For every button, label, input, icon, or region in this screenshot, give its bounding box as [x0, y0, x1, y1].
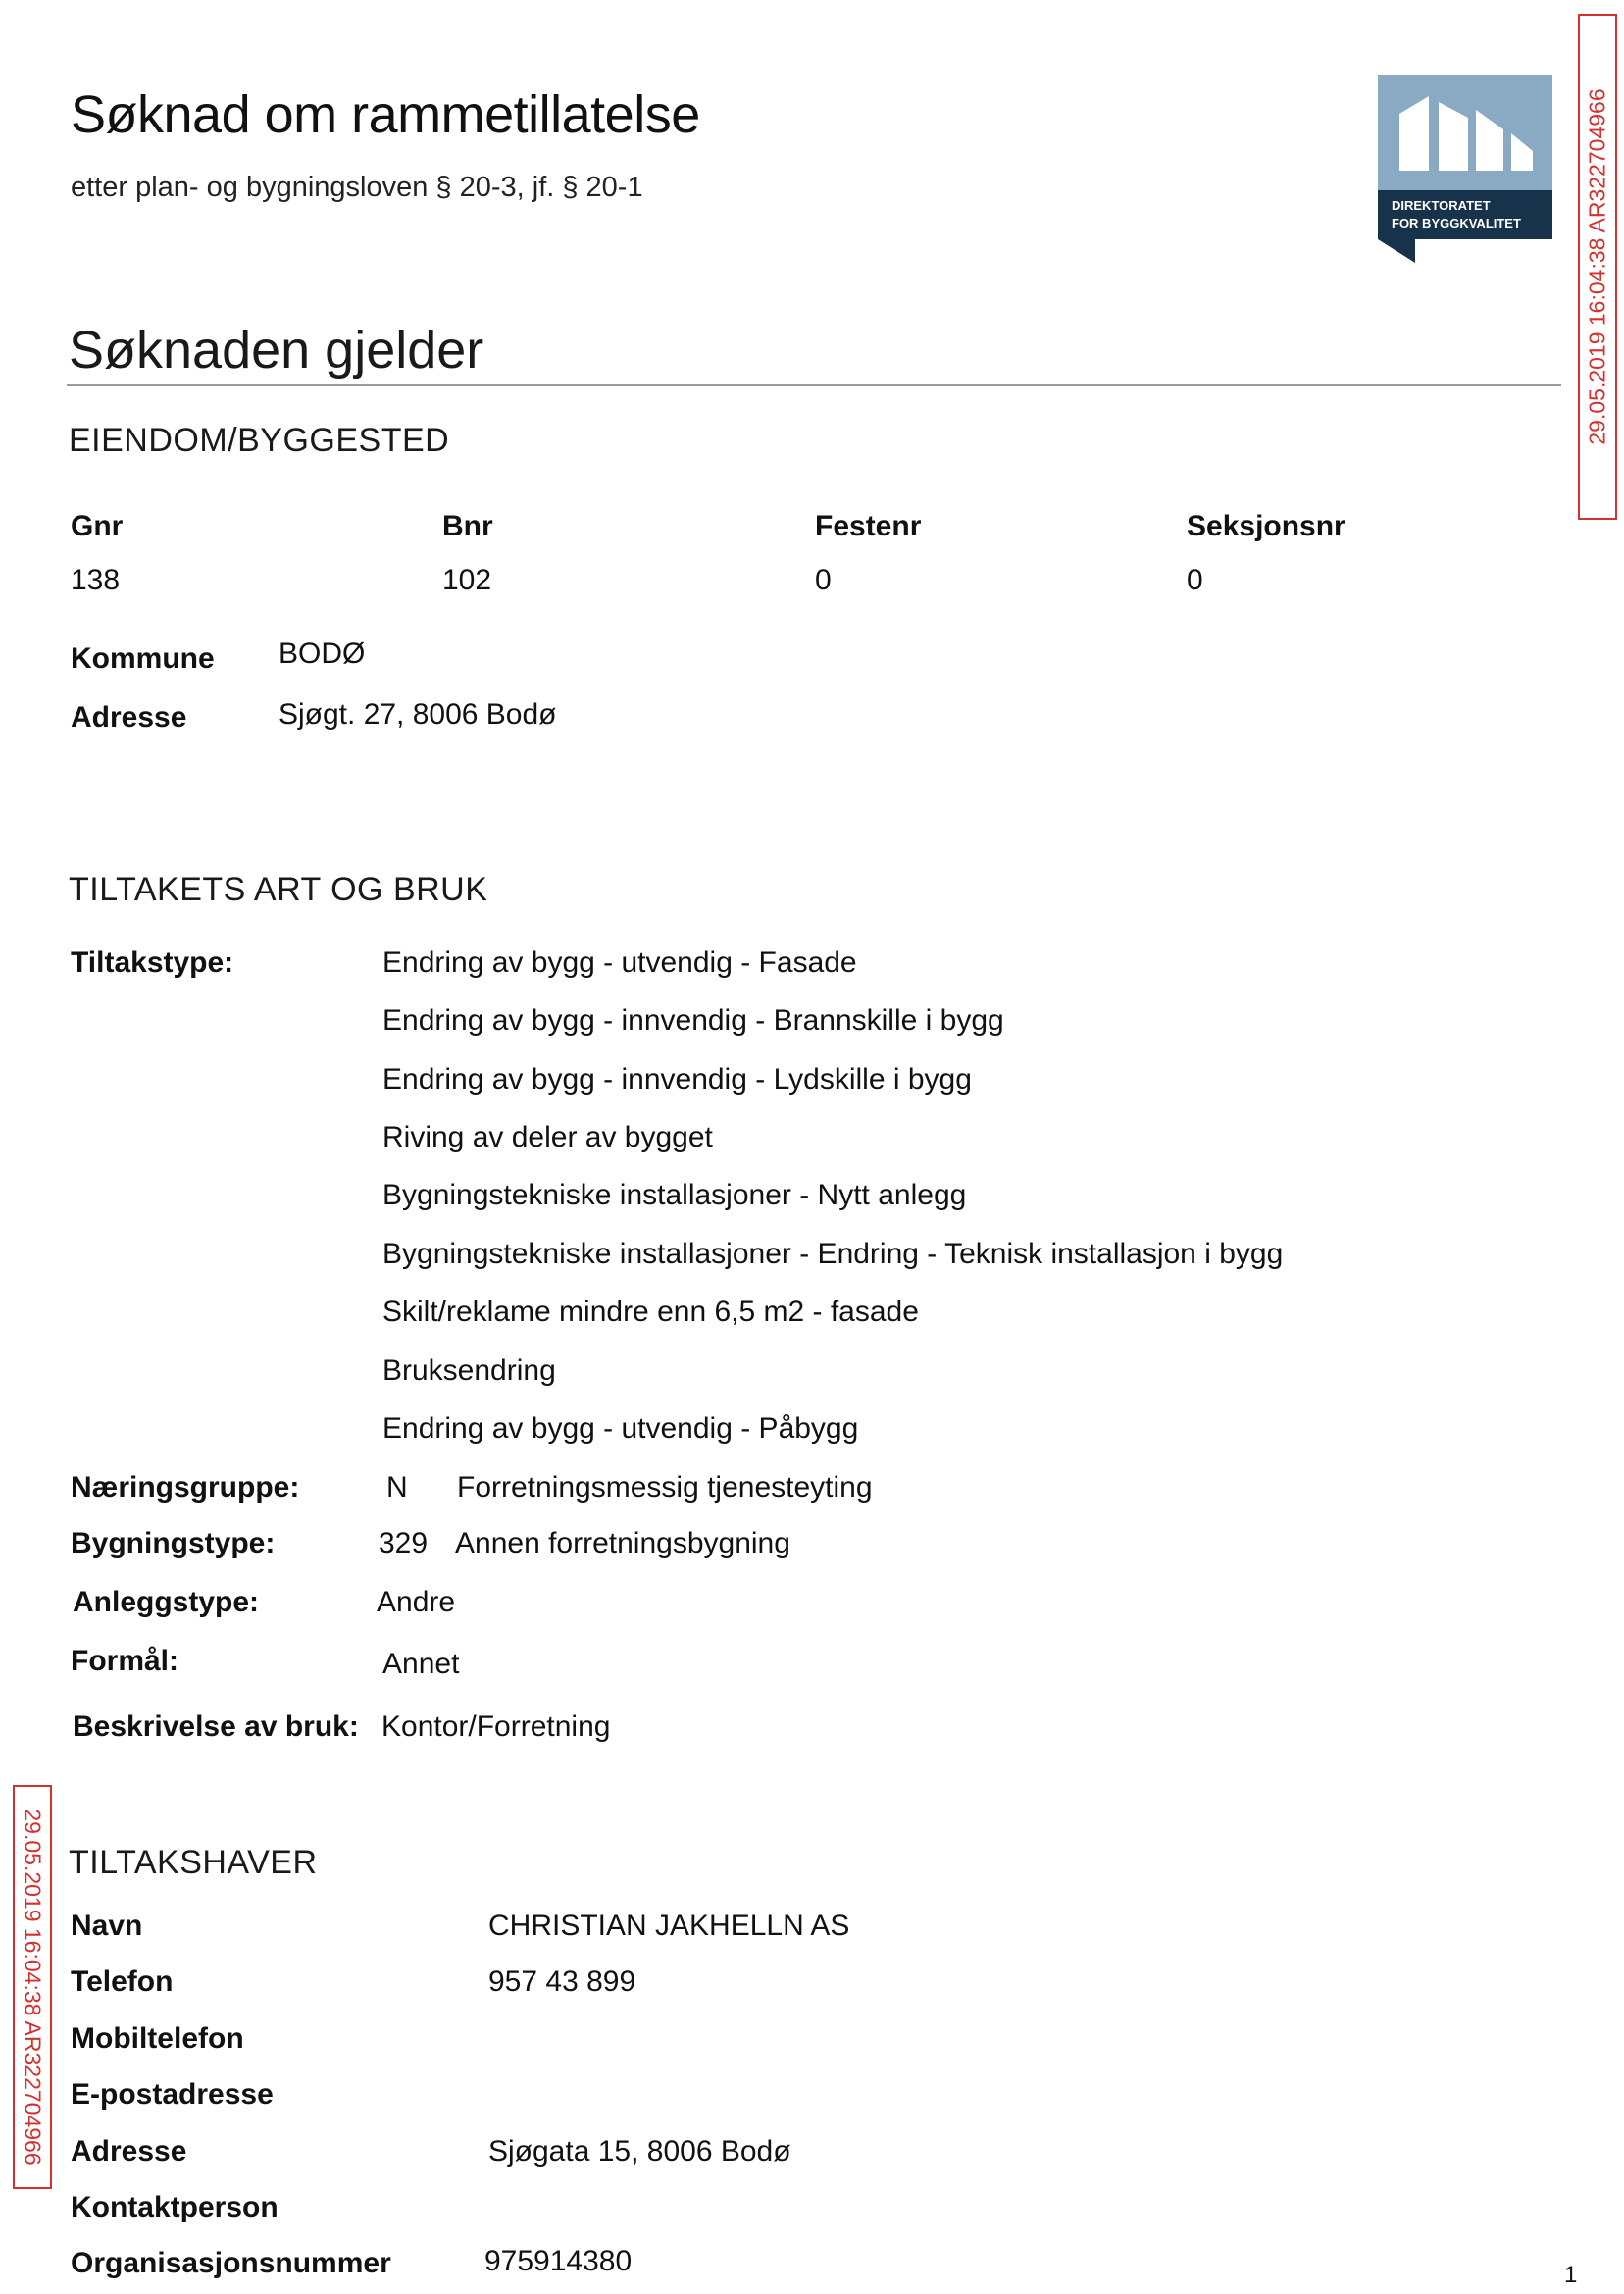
dibk-logo-graphic — [1378, 75, 1552, 263]
epost-label: E-postadresse — [71, 2078, 274, 2111]
page-number: 1 — [1564, 2262, 1578, 2288]
kommune-label: Kommune — [71, 642, 215, 675]
navn-value: CHRISTIAN JAKHELLN AS — [488, 1910, 850, 1942]
seksjonsnr-label: Seksjonsnr — [1187, 510, 1345, 542]
stamp-text: 29.05.2019 16:04:38 AR322704966 — [1584, 88, 1610, 445]
gnr-value: 138 — [71, 564, 121, 596]
festenr-label: Festenr — [815, 510, 922, 542]
tiltakstype-item: Endring av bygg - utvendig - Fasade — [382, 946, 857, 979]
tiltakstype-item: Riving av deler av bygget — [382, 1121, 713, 1153]
tiltakstype-item: Bygningstekniske installasjoner - Nytt anlegg — [382, 1179, 967, 1211]
bygningstype-value: Annen forretningsbygning — [455, 1527, 790, 1559]
tiltakstype-item: Bygningstekniske installasjoner - Endring - Teknisk installasjon i bygg — [382, 1238, 1284, 1270]
kontaktperson-label: Kontaktperson — [71, 2191, 279, 2223]
bygningstype-label: Bygningstype: — [71, 1527, 276, 1559]
tiltakstype-item: Endring av bygg - utvendig - Påbygg — [382, 1412, 859, 1445]
adresse-label: Adresse — [71, 701, 187, 734]
telefon-value: 957 43 899 — [488, 1965, 636, 1998]
anleggstype-label: Anleggstype: — [73, 1586, 260, 1618]
seksjonsnr-value: 0 — [1187, 564, 1203, 596]
logo-line1: DIREKTORATET — [1392, 198, 1491, 213]
formal-value: Annet — [382, 1648, 460, 1680]
tiltakstype-item: Endring av bygg - innvendig - Brannskille i bygg — [382, 1004, 1004, 1037]
festenr-value: 0 — [815, 564, 832, 596]
tiltakshaver-adresse-value: Sjøgata 15, 8006 Bodø — [488, 2135, 791, 2167]
stamp-text: 29.05.2019 16:04:38 AR322704966 — [20, 1809, 46, 2166]
beskrivelse-value: Kontor/Forretning — [381, 1710, 611, 1743]
tiltakstype-item: Endring av bygg - innvendig - Lydskille i bygg — [382, 1063, 972, 1096]
timestamp-stamp-bottom — [13, 1785, 52, 2189]
eiendom-heading: EIENDOM/BYGGESTED — [69, 422, 450, 459]
bygningstype-code: 329 — [379, 1527, 429, 1559]
timestamp-stamp-top — [1578, 14, 1617, 520]
tiltakshaver-heading: TILTAKSHAVER — [69, 1844, 318, 1881]
kommune-value: BODØ — [279, 637, 366, 670]
mobiltelefon-label: Mobiltelefon — [71, 2022, 244, 2055]
formal-label: Formål: — [71, 1645, 179, 1677]
telefon-label: Telefon — [71, 1965, 174, 1998]
tiltakstype-label: Tiltakstype: — [71, 946, 234, 979]
bnr-value: 102 — [442, 564, 492, 596]
section-title: Søknaden gjelder — [69, 321, 484, 380]
section-divider — [67, 384, 1561, 386]
gnr-label: Gnr — [71, 510, 124, 542]
document-subtitle: etter plan- og bygningsloven § 20-3, jf. § 20-1 — [71, 172, 643, 203]
naeringsgruppe-code: N — [386, 1471, 408, 1504]
organisasjonsnummer-label: Organisasjonsnummer — [71, 2247, 391, 2279]
dibk-logo — [1378, 75, 1552, 263]
naeringsgruppe-label: Næringsgruppe: — [71, 1471, 300, 1504]
document-title: Søknad om rammetillatelse — [71, 85, 700, 144]
naeringsgruppe-value: Forretningsmessig tjenesteyting — [457, 1471, 873, 1504]
adresse-value: Sjøgt. 27, 8006 Bodø — [279, 698, 557, 731]
beskrivelse-label: Beskrivelse av bruk: — [73, 1710, 359, 1743]
tiltakstype-item: Skilt/reklame mindre enn 6,5 m2 - fasade — [382, 1296, 919, 1328]
navn-label: Navn — [71, 1910, 143, 1942]
anleggstype-value: Andre — [377, 1586, 456, 1618]
logo-line2: FOR BYGGKVALITET — [1392, 216, 1521, 230]
tiltakstype-item: Bruksendring — [382, 1354, 556, 1387]
organisasjonsnummer-value: 975914380 — [484, 2245, 633, 2277]
tiltak-heading: TILTAKETS ART OG BRUK — [69, 871, 488, 908]
tiltakshaver-adresse-label: Adresse — [71, 2135, 187, 2167]
bnr-label: Bnr — [442, 510, 493, 542]
